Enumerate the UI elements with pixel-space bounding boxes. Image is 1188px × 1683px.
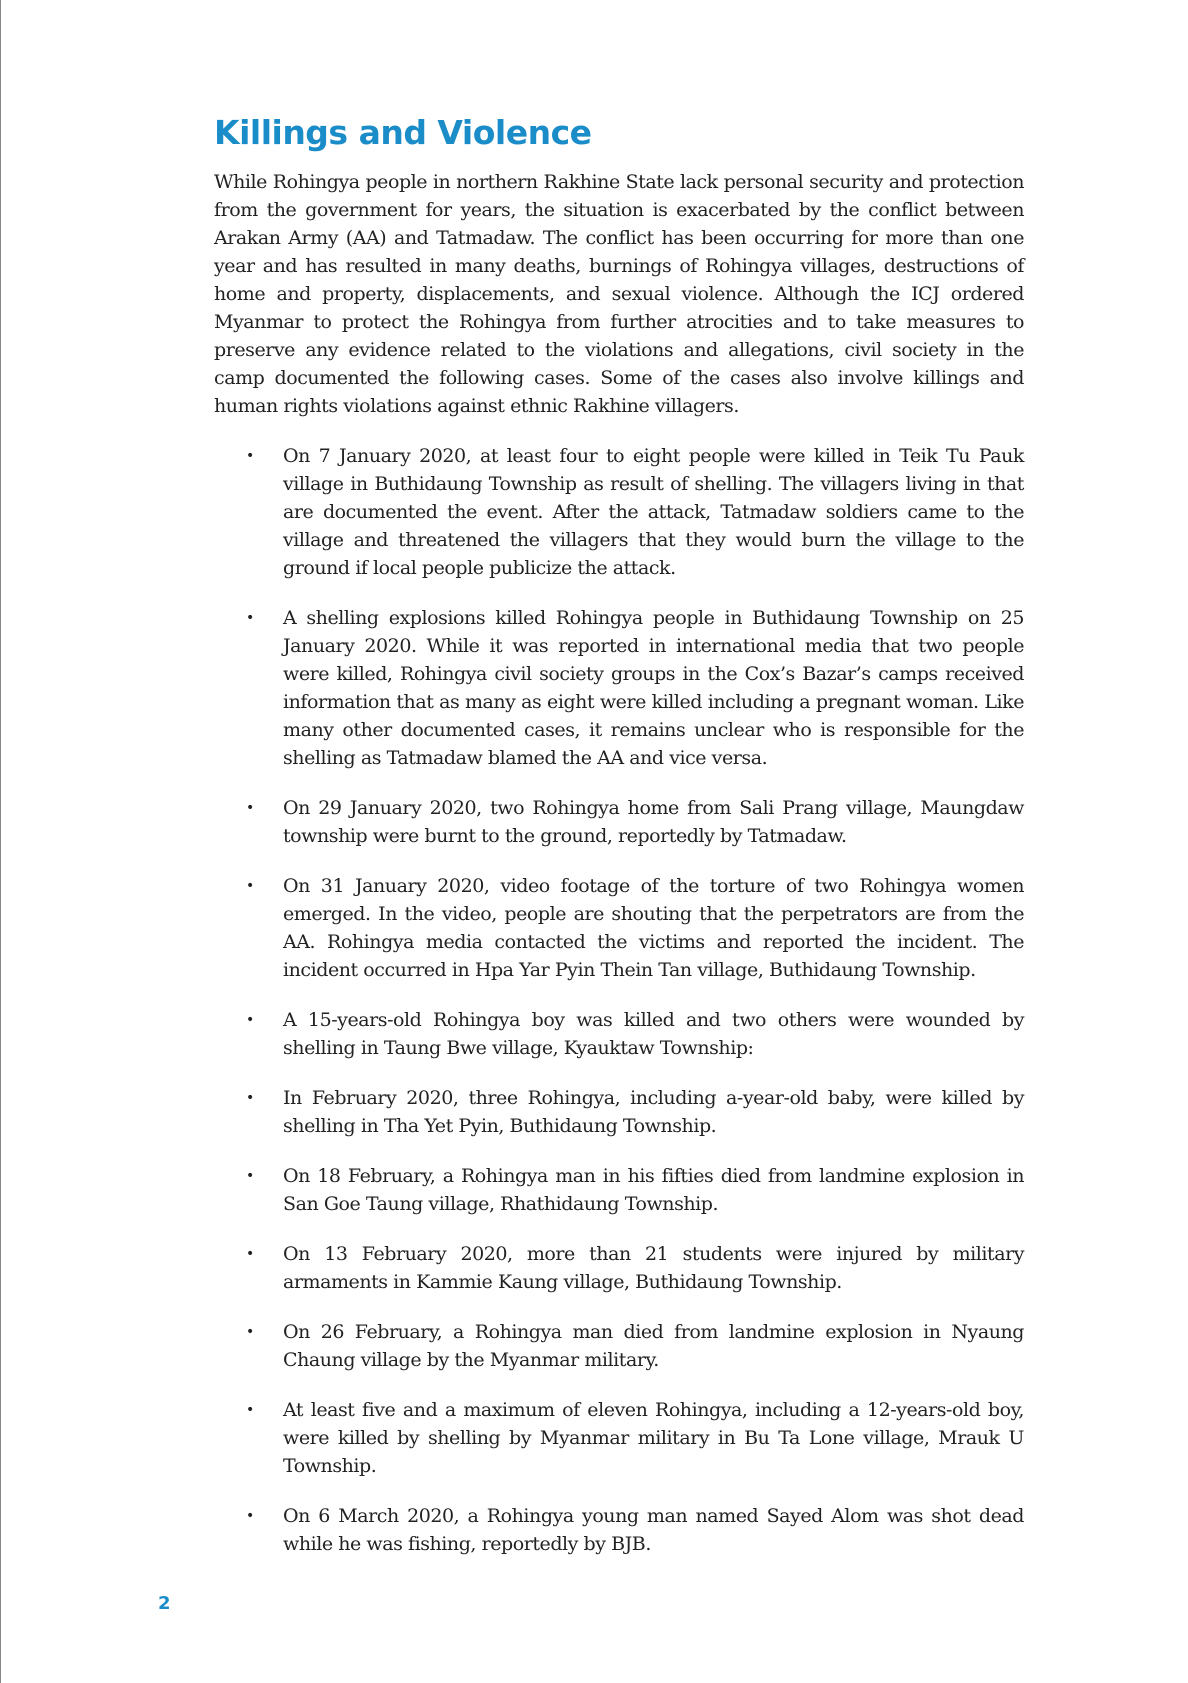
bullet-icon: •: [246, 800, 254, 816]
section-heading: Killings and Violence: [214, 113, 592, 152]
page-edge-line: [0, 0, 1, 1683]
bullet-icon: •: [246, 878, 254, 894]
bullet-icon: •: [246, 1012, 254, 1028]
bullet-icon: •: [246, 610, 254, 626]
document-body: [214, 110, 1024, 1580]
bullet-icon: •: [246, 1246, 254, 1262]
case-list: [214, 442, 1024, 1558]
bullet-icon: •: [246, 1324, 254, 1340]
list-item-text: At least five and a maximum of eleven Rohingya, including a 12-years-old boy, were killed by shelling by Myanmar military in Bu Ta Lone village, Mrauk U Township.: [283, 1399, 1024, 1477]
list-item-text: A 15-years-old Rohingya boy was killed and two others were wounded by shelling in Taung Bwe village, Kyauktaw Township:: [283, 1009, 1024, 1059]
list-item-text: On 6 March 2020, a Rohingya young man named Sayed Alom was shot dead while he was fishing, reportedly by BJB.: [283, 1505, 1024, 1555]
list-item: [214, 794, 1024, 850]
list-item-text: In February 2020, three Rohingya, including a-year-old baby, were killed by shelling in Tha Yet Pyin, Buthidaung Township.: [283, 1087, 1024, 1137]
list-item: [214, 604, 1024, 772]
bullet-icon: •: [246, 1402, 254, 1418]
list-item-text: On 31 January 2020, video footage of the torture of two Rohingya women emerged. In the video, people are shouting that the perpetrators are from the AA. Rohingya media contacted the victims and reported the incident. The incident occurred in Hpa Yar Pyin Thein Tan village, Buthidaung Township.: [283, 875, 1024, 981]
list-item: [214, 872, 1024, 984]
list-item-text: On 18 February, a Rohingya man in his fifties died from landmine explosion in San Goe Taung village, Rhathidaung Township.: [283, 1165, 1024, 1215]
list-item: [214, 1240, 1024, 1296]
list-item-text: On 13 February 2020, more than 21 students were injured by military armaments in Kammie Kaung village, Buthidaung Township.: [283, 1243, 1024, 1293]
list-item-text: A shelling explosions killed Rohingya people in Buthidaung Township on 25 January 2020. While it was reported in international media that two people were killed, Rohingya civil society groups in the Cox’s Bazar’s camps received information that as many as eight were killed including a pregnant woman. Like many other documented cases, it remains unclear who is responsible for the shelling as Tatmadaw blamed the AA and vice versa.: [283, 607, 1024, 769]
list-item: [214, 1396, 1024, 1480]
list-item: [214, 1084, 1024, 1140]
list-item: [214, 1318, 1024, 1374]
bullet-icon: •: [246, 448, 254, 464]
intro-paragraph: While Rohingya people in northern Rakhine State lack personal security and protection from the government for years, the situation is exacerbated by the conflict between Arakan Army (AA) and Tatmadaw. The conflict has been occurring for more than one year and has resulted in many deaths, burnings of Rohingya villages, destructions of home and property, displacements, and sexual violence. Although the ICJ ordered Myanmar to protect the Rohingya from further atrocities and to take measures to preserve any evidence related to the violations and allegations, civil society in the camp documented the following cases. Some of the cases also involve killings and human rights violations against ethnic Rakhine villagers.: [214, 171, 1024, 417]
bullet-icon: •: [246, 1090, 254, 1106]
list-item: [214, 1162, 1024, 1218]
list-item-text: On 29 January 2020, two Rohingya home from Sali Prang village, Maungdaw township were burnt to the ground, reportedly by Tatmadaw.: [283, 797, 1024, 847]
list-item-text: On 7 January 2020, at least four to eight people were killed in Teik Tu Pauk village in Buthidaung Township as result of shelling. The villagers living in that are documented the event. After the attack, Tatmadaw soldiers came to the village and threatened the villagers that they would burn the village to the ground if local people publicize the attack.: [283, 445, 1024, 579]
list-item-text: On 26 February, a Rohingya man died from landmine explosion in Nyaung Chaung village by the Myanmar military.: [283, 1321, 1024, 1371]
list-item: [214, 1006, 1024, 1062]
page-number: 2: [158, 1593, 171, 1614]
list-item: [214, 1502, 1024, 1558]
bullet-icon: •: [246, 1508, 254, 1524]
list-item: [214, 442, 1024, 582]
bullet-icon: •: [246, 1168, 254, 1184]
